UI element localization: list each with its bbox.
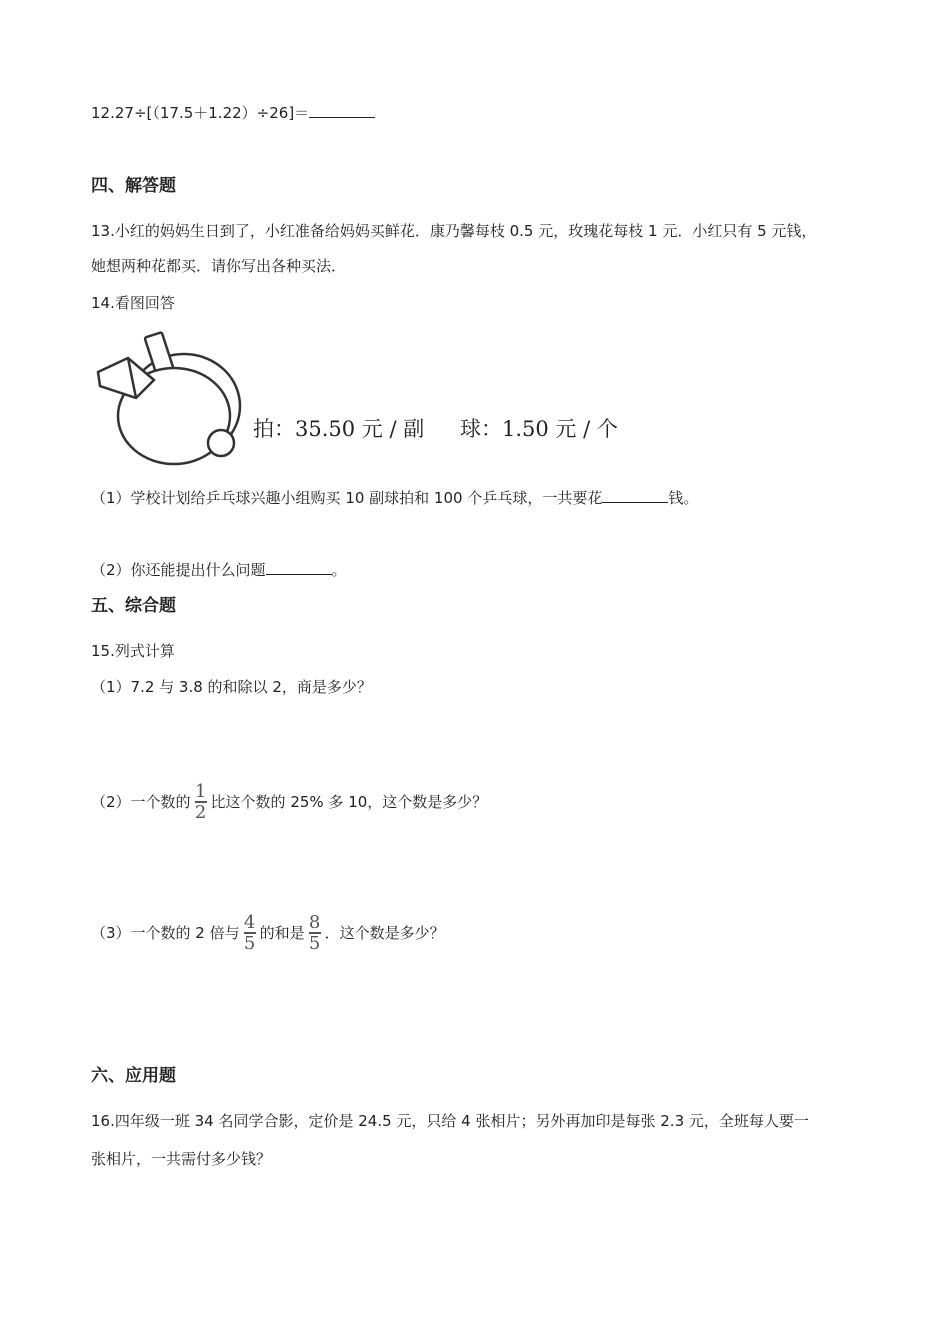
question-14-part-2-suffix: 。 xyxy=(331,561,347,579)
fraction-denominator: 2 xyxy=(194,802,207,823)
question-15-part-3-text: （3）一个数的 2 倍与 xyxy=(91,924,240,942)
fraction-eight-fifths xyxy=(309,914,321,952)
question-16-line-1: 16.四年级一班 34 名同学合影，定价是 24.5 元，只给 4 张相片；另外再加印是每张 2.3 元，全班每人要一 xyxy=(91,1112,809,1130)
question-15-part-3 xyxy=(91,908,445,958)
question-14-title: 14.看图回答 xyxy=(91,294,175,312)
section-heading-4: 四、解答题 xyxy=(91,176,176,196)
question-15-part-2-text: （2）一个数的 xyxy=(91,793,191,811)
fraction-denominator: 5 xyxy=(308,933,321,954)
question-14-part-1-text: （1）学校计划给乒乓球兴趣小组购买 10 副球拍和 100 个乒乓球，一共要花 xyxy=(91,489,603,507)
question-15-part-1: （1）7.2 与 3.8 的和除以 2，商是多少？ xyxy=(91,678,372,696)
fraction-numerator: 1 xyxy=(194,781,207,802)
question-15-title: 15.列式计算 xyxy=(91,642,175,660)
fraction-denominator: 5 xyxy=(243,933,256,954)
fraction-numerator: 4 xyxy=(243,912,256,933)
answer-blank[interactable] xyxy=(602,488,668,503)
paddle-ball-illustration xyxy=(92,328,242,468)
question-14-part-1-suffix: 钱。 xyxy=(668,489,699,507)
fraction-four-fifths xyxy=(244,914,256,952)
section-heading-6: 六、应用题 xyxy=(91,1066,176,1086)
question-15-part-2-rest: 比这个数的 25% 多 10，这个数是多少？ xyxy=(210,793,488,811)
question-12 xyxy=(91,103,375,123)
question-14-part-1 xyxy=(91,488,698,508)
paddle-price-label: 拍：35.50 元 / 副 xyxy=(253,417,425,441)
answer-blank[interactable] xyxy=(266,560,332,575)
question-16-line-2: 张相片，一共需付多少钱？ xyxy=(91,1150,272,1168)
answer-blank[interactable] xyxy=(309,103,375,118)
question-15-part-3-middle: 的和是 xyxy=(259,924,305,942)
question-14-part-2 xyxy=(91,560,347,580)
question-13-line-1: 13.小红的妈妈生日到了，小红准备给妈妈买鲜花．康乃馨每枝 0.5 元，玫瑰花每枝 1 元．小红只有 5 元钱， xyxy=(91,222,817,240)
question-15-part-2 xyxy=(91,777,487,827)
question-13-line-2: 她想两种花都买．请你写出各种买法． xyxy=(91,257,347,275)
section-heading-5: 五、综合题 xyxy=(91,596,176,616)
fraction-one-half xyxy=(195,783,207,821)
fraction-numerator: 8 xyxy=(308,912,321,933)
ball-price-label: 球：1.50 元 / 个 xyxy=(460,417,618,441)
question-14-part-2-text: （2）你还能提出什么问题 xyxy=(91,561,266,579)
question-12-expression: 12.27÷[（17.5＋1.22）÷26]＝ xyxy=(91,104,310,122)
question-15-part-3-rest: ．这个数是多少？ xyxy=(324,924,445,942)
